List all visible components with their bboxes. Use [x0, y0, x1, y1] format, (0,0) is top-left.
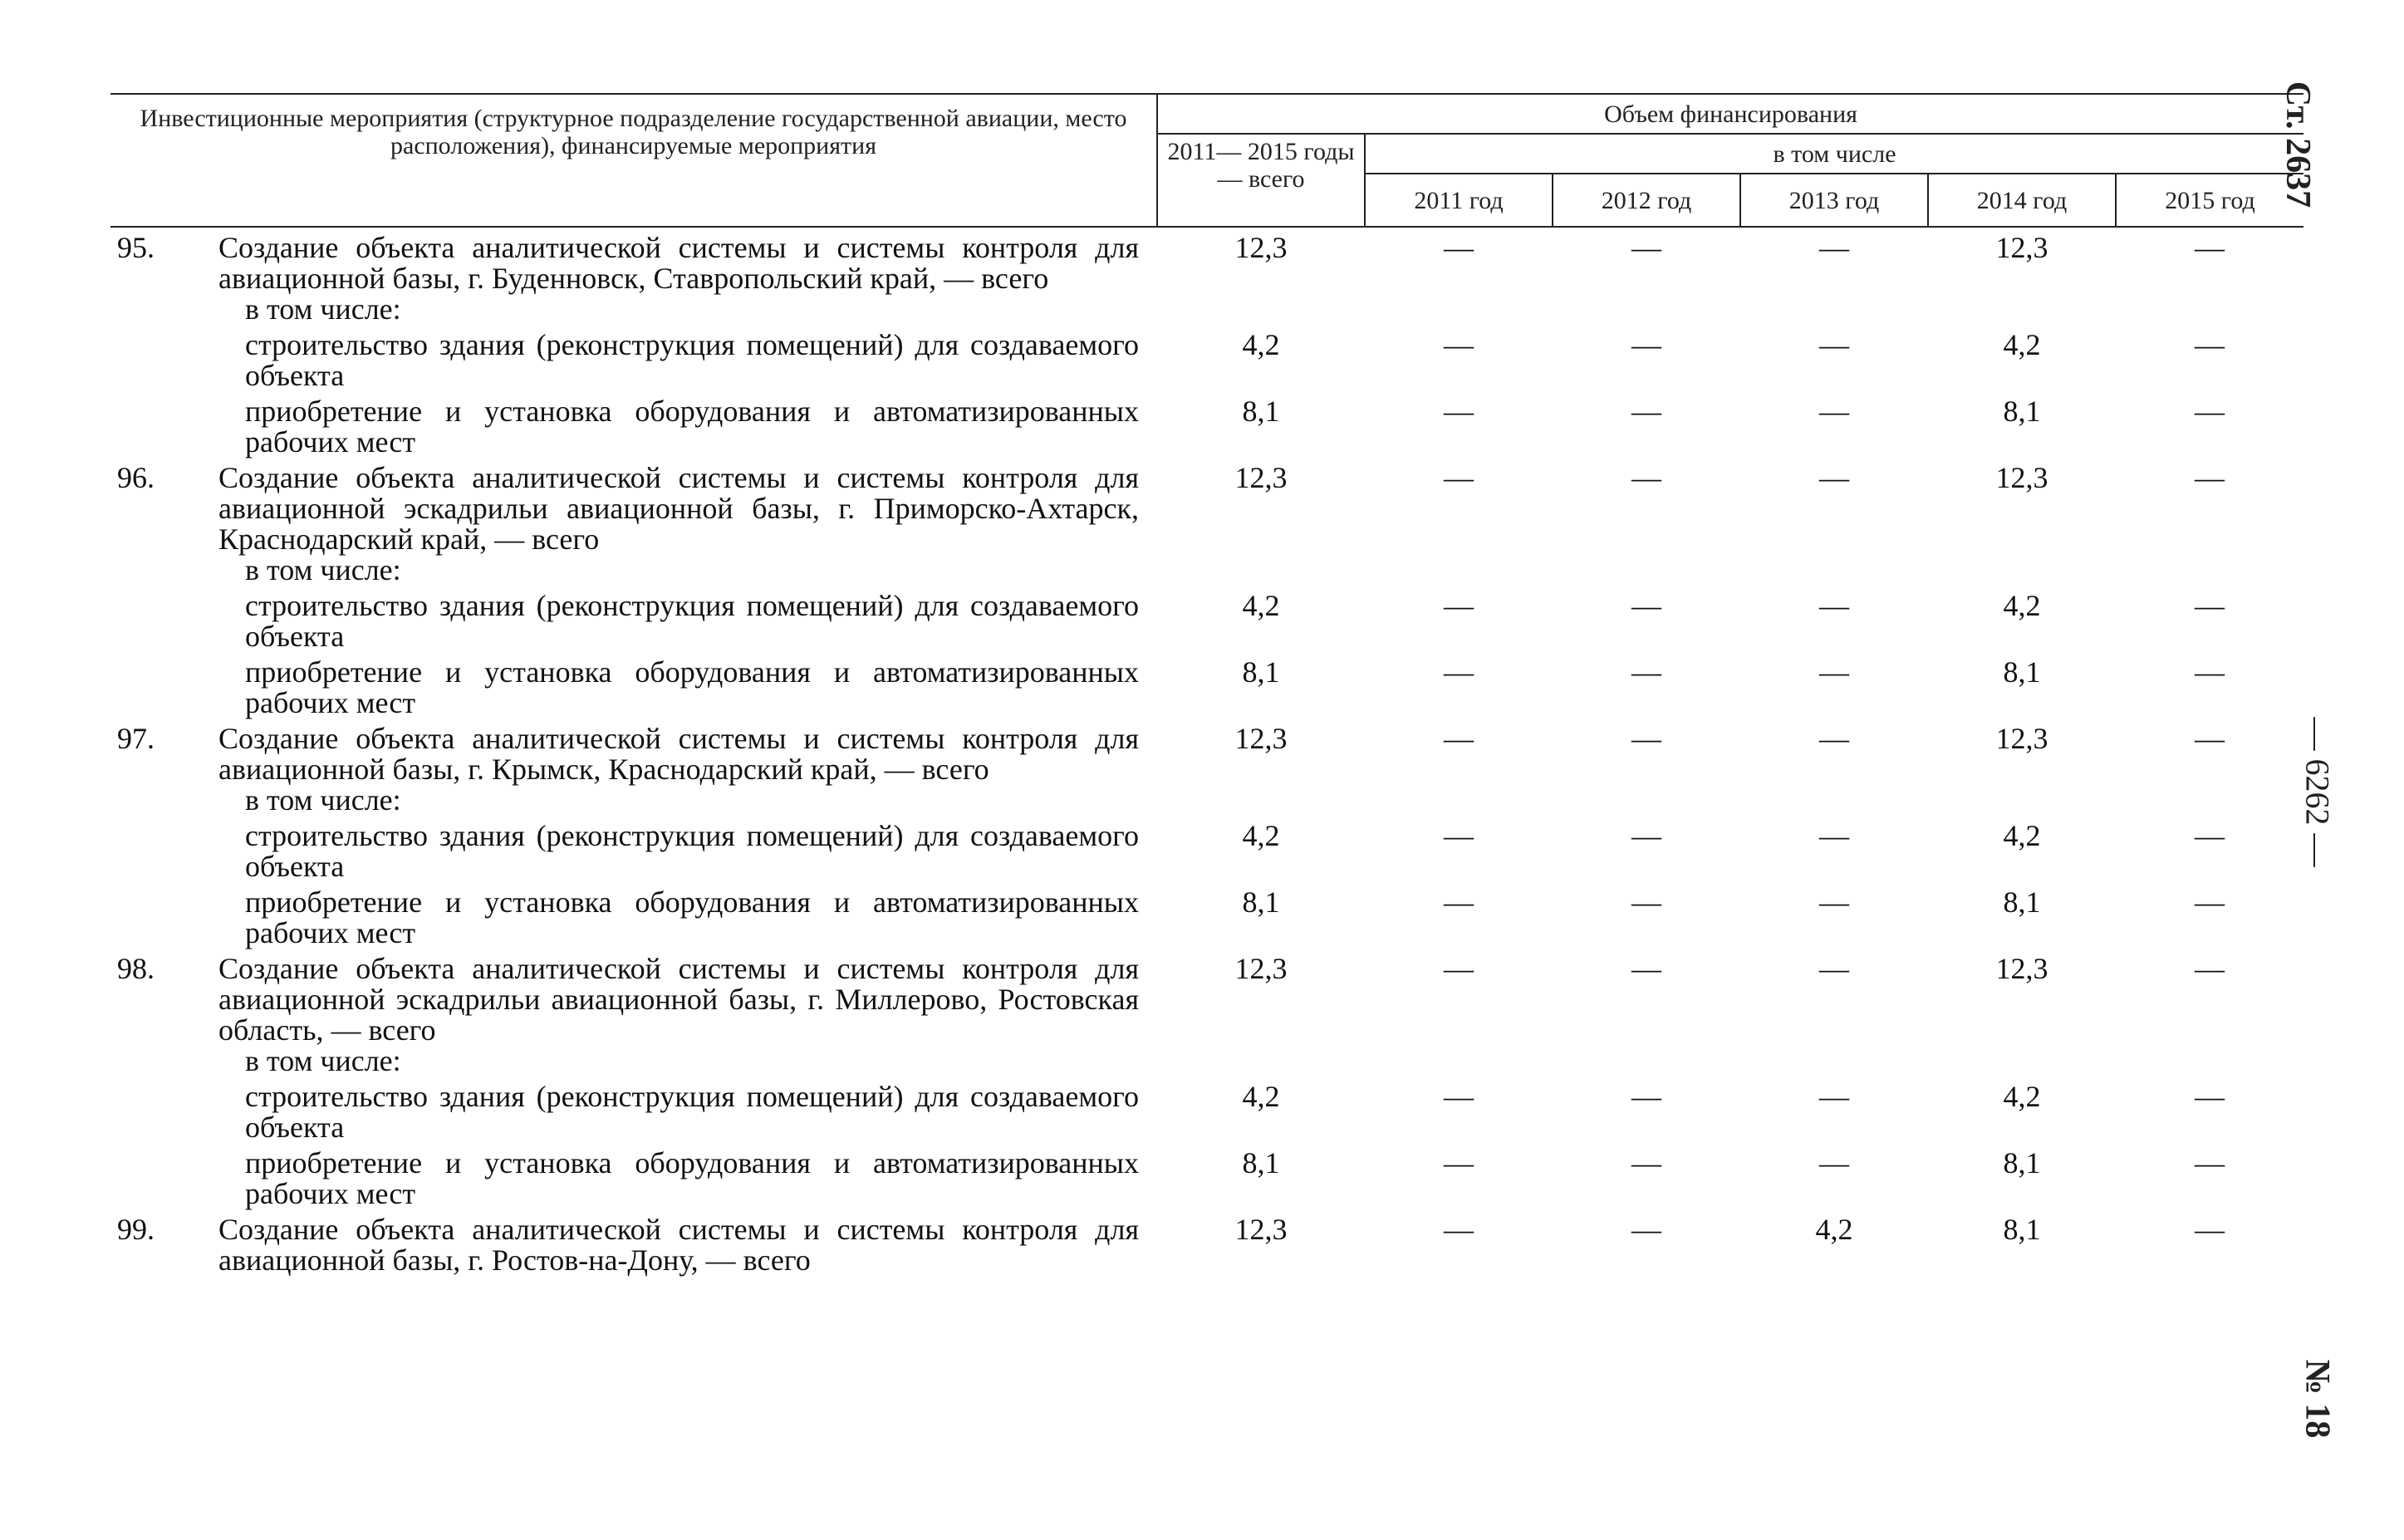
value-total: 4,2	[1242, 589, 1280, 622]
page-number-label: Ст. 2637	[2279, 81, 2318, 208]
value-year: —	[1819, 231, 1849, 264]
value-year: —	[1819, 952, 1849, 985]
empty-cell	[1365, 555, 1553, 586]
table-row	[110, 227, 2303, 294]
value-year: —	[1444, 589, 1474, 622]
empty-cell	[1157, 555, 1365, 586]
value-year: —	[2195, 1146, 2225, 1180]
empty-cell	[1553, 555, 1740, 586]
empty-cell	[1928, 294, 2116, 325]
empty-cell	[110, 325, 218, 391]
value-year: —	[1444, 328, 1474, 361]
empty-cell	[110, 1046, 218, 1077]
header-year-2014: 2014 год	[1928, 174, 2116, 227]
table-row-sub	[110, 1143, 2303, 1209]
header-year-2015: 2015 год	[2116, 174, 2303, 227]
value-year: —	[1819, 819, 1849, 852]
empty-cell	[110, 294, 218, 325]
item-title: Создание объекта аналитической системы и системы контроля для авиационной эскадрильи авиационной базы, г. Миллерово, Ростовская область, — всего	[218, 952, 1139, 1047]
header-description: Инвестиционные мероприятия (структурное подразделение государственной авиации, место расположения), финансируемые мероприятия	[110, 94, 1157, 227]
table-row-sub	[110, 1077, 2303, 1143]
header-year-2011: 2011 год	[1365, 174, 1553, 227]
empty-cell	[1553, 785, 1740, 816]
including-label: в том числе:	[245, 292, 401, 326]
value-year: —	[1631, 231, 1661, 264]
value-year: —	[2195, 328, 2225, 361]
value-year: —	[1631, 655, 1661, 689]
item-title: Создание объекта аналитической системы и системы контроля для авиационной эскадрильи авиационной базы, г. Приморско-Ахтарск, Краснодарский край, — всего	[218, 461, 1139, 556]
empty-cell	[1157, 1046, 1365, 1077]
value-year: 8,1	[2003, 1146, 2041, 1180]
value-year: —	[1631, 1080, 1661, 1113]
value-total: 4,2	[1242, 819, 1280, 852]
empty-cell	[1553, 294, 1740, 325]
value-year: —	[2195, 722, 2225, 755]
value-year: —	[1444, 819, 1474, 852]
including-label: в том числе:	[245, 1044, 401, 1077]
empty-cell	[1740, 1046, 1928, 1077]
value-year: 4,2	[2003, 1080, 2041, 1113]
item-title: Создание объекта аналитической системы и системы контроля для авиационной базы, г. Крымск, Краснодарский край, — всего	[218, 722, 1139, 786]
value-year: 4,2	[2003, 589, 2041, 622]
table-row-sub	[110, 652, 2303, 719]
empty-cell	[1365, 785, 1553, 816]
value-year: —	[1444, 461, 1474, 494]
value-year: —	[1819, 395, 1849, 428]
value-year: 4,2	[2003, 328, 2041, 361]
empty-cell	[1928, 555, 2116, 586]
table-row	[110, 719, 2303, 785]
item-number: 97.	[117, 722, 155, 755]
empty-cell	[110, 391, 218, 458]
value-year: 12,3	[1995, 722, 2048, 755]
sub-item-title: строительство здания (реконструкция помещений) для создаваемого объекта	[245, 328, 1139, 392]
value-year: —	[1631, 328, 1661, 361]
value-year: 12,3	[1995, 952, 2048, 985]
value-year: —	[1631, 819, 1661, 852]
value-year: —	[2195, 1080, 2225, 1113]
empty-cell	[1928, 1046, 2116, 1077]
value-year: —	[1444, 885, 1474, 919]
table-row	[110, 1209, 2303, 1276]
page-sheet-number: — 6262 —	[2299, 717, 2337, 867]
value-year: —	[1444, 395, 1474, 428]
empty-cell	[110, 882, 218, 949]
header-year-2013: 2013 год	[1740, 174, 1928, 227]
sub-item-title: приобретение и установка оборудования и автоматизированных рабочих мест	[245, 395, 1139, 459]
empty-cell	[1740, 294, 1928, 325]
issue-number-label: № 18	[2298, 1359, 2337, 1439]
value-year: —	[2195, 1213, 2225, 1246]
value-total: 8,1	[1242, 1146, 1280, 1180]
including-label: в том числе:	[245, 783, 401, 817]
value-year: —	[1819, 328, 1849, 361]
value-year: —	[1444, 1146, 1474, 1180]
including-label: в том числе:	[245, 553, 401, 586]
value-year: —	[2195, 589, 2225, 622]
table-row-including	[110, 555, 2303, 586]
value-year: 8,1	[2003, 655, 2041, 689]
item-number: 98.	[117, 952, 155, 985]
header-including: в том числе	[1365, 134, 2303, 174]
table-row	[110, 458, 2303, 555]
value-year: —	[1444, 952, 1474, 985]
item-number: 95.	[117, 231, 155, 264]
value-total: 8,1	[1242, 885, 1280, 919]
value-year: —	[1819, 1146, 1849, 1180]
empty-cell	[1740, 785, 1928, 816]
value-total: 12,3	[1234, 231, 1288, 264]
value-year: 8,1	[2003, 395, 2041, 428]
table-row-sub	[110, 882, 2303, 949]
value-year: 4,2	[2003, 819, 2041, 852]
header-total: 2011— 2015 годы — всего	[1157, 134, 1365, 227]
sub-item-title: приобретение и установка оборудования и автоматизированных рабочих мест	[245, 655, 1139, 719]
value-year: —	[1631, 589, 1661, 622]
value-total: 12,3	[1234, 722, 1288, 755]
value-year: —	[1819, 1080, 1849, 1113]
sub-item-title: приобретение и установка оборудования и автоматизированных рабочих мест	[245, 1146, 1139, 1210]
header-funding: Объем финансирования	[1157, 94, 2303, 134]
value-year: 4,2	[1815, 1213, 1853, 1246]
empty-cell	[110, 652, 218, 719]
empty-cell	[2116, 1046, 2303, 1077]
table-header	[110, 94, 2303, 227]
value-total: 12,3	[1234, 1213, 1288, 1246]
value-year: —	[1444, 1213, 1474, 1246]
value-year: —	[1819, 722, 1849, 755]
item-title: Создание объекта аналитической системы и системы контроля для авиационной базы, г. Ростов-на-Дону, — всего	[218, 1213, 1139, 1277]
empty-cell	[110, 1143, 218, 1209]
value-total: 12,3	[1234, 952, 1288, 985]
table-row-sub	[110, 325, 2303, 391]
value-year: —	[1444, 722, 1474, 755]
empty-cell	[2116, 294, 2303, 325]
empty-cell	[1928, 785, 2116, 816]
value-year: —	[1631, 395, 1661, 428]
value-total: 8,1	[1242, 395, 1280, 428]
empty-cell	[1157, 785, 1365, 816]
value-year: —	[2195, 952, 2225, 985]
empty-cell	[1157, 294, 1365, 325]
table-row-including	[110, 785, 2303, 816]
value-year: —	[1819, 655, 1849, 689]
value-year: —	[2195, 395, 2225, 428]
value-year: 8,1	[2003, 1213, 2041, 1246]
empty-cell	[110, 785, 218, 816]
value-total: 4,2	[1242, 1080, 1280, 1113]
value-year: —	[1631, 885, 1661, 919]
empty-cell	[110, 586, 218, 652]
header-year-2012: 2012 год	[1553, 174, 1740, 227]
value-year: —	[1631, 461, 1661, 494]
value-year: —	[1819, 461, 1849, 494]
value-year: —	[2195, 885, 2225, 919]
value-year: —	[1631, 952, 1661, 985]
table-row-including	[110, 1046, 2303, 1077]
value-year: —	[1631, 1146, 1661, 1180]
value-year: —	[1631, 722, 1661, 755]
value-year: —	[2195, 461, 2225, 494]
empty-cell	[110, 1077, 218, 1143]
value-year: —	[2195, 231, 2225, 264]
empty-cell	[1365, 1046, 1553, 1077]
empty-cell	[1553, 1046, 1740, 1077]
empty-cell	[110, 555, 218, 586]
value-year: 12,3	[1995, 461, 2048, 494]
value-year: 12,3	[1995, 231, 2048, 264]
empty-cell	[2116, 555, 2303, 586]
table-row-sub	[110, 816, 2303, 882]
table-row-sub	[110, 391, 2303, 458]
sub-item-title: приобретение и установка оборудования и автоматизированных рабочих мест	[245, 885, 1139, 949]
financing-table	[110, 93, 2303, 1276]
sub-item-title: строительство здания (реконструкция помещений) для создаваемого объекта	[245, 819, 1139, 883]
item-title: Создание объекта аналитической системы и системы контроля для авиационной базы, г. Буденновск, Ставропольский край, — всего	[218, 231, 1139, 295]
item-number: 96.	[117, 461, 155, 494]
table-body	[110, 227, 2303, 1276]
value-total: 8,1	[1242, 655, 1280, 689]
value-total: 4,2	[1242, 328, 1280, 361]
item-number: 99.	[117, 1213, 155, 1246]
value-year: —	[2195, 655, 2225, 689]
value-year: —	[1444, 655, 1474, 689]
value-year: 8,1	[2003, 885, 2041, 919]
table-row	[110, 949, 2303, 1046]
value-year: —	[1819, 589, 1849, 622]
empty-cell	[1365, 294, 1553, 325]
value-year: —	[1444, 1080, 1474, 1113]
empty-cell	[2116, 785, 2303, 816]
value-year: —	[1444, 231, 1474, 264]
sub-item-title: строительство здания (реконструкция помещений) для создаваемого объекта	[245, 1080, 1139, 1144]
table-row-sub	[110, 586, 2303, 652]
value-year: —	[2195, 819, 2225, 852]
value-year: —	[1631, 1213, 1661, 1246]
empty-cell	[110, 816, 218, 882]
value-year: —	[1819, 885, 1849, 919]
empty-cell	[1740, 555, 1928, 586]
sub-item-title: строительство здания (реконструкция помещений) для создаваемого объекта	[245, 589, 1139, 653]
value-total: 12,3	[1234, 461, 1288, 494]
table-row-including	[110, 294, 2303, 325]
